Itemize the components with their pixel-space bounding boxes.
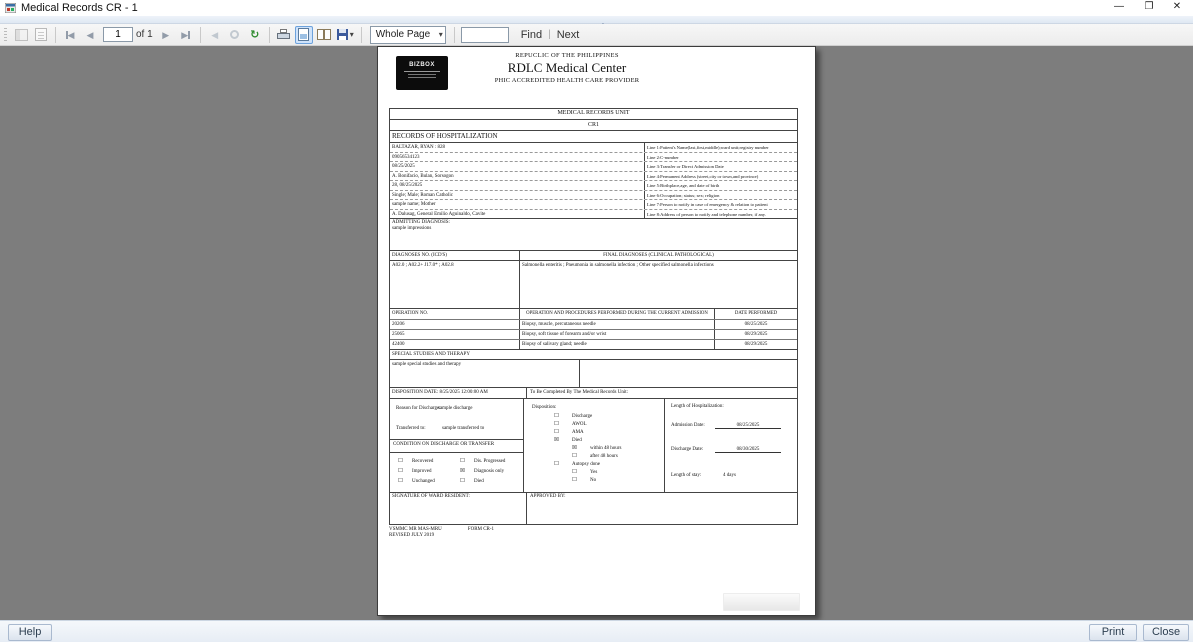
table-row — [390, 161, 797, 171]
form-footer-form: FORM CR-1 — [467, 527, 495, 532]
parameters-button[interactable] — [32, 26, 50, 44]
refresh-button[interactable] — [246, 26, 264, 44]
condition-header: CONDITION ON DISCHARGE OR TRANSFER — [393, 442, 495, 447]
last-page-icon: ▶ — [181, 29, 189, 40]
patient-field-value: 28, 08/25/2025 — [390, 181, 645, 190]
chevron-down-icon: ▾ — [438, 30, 443, 39]
disposition-date-cell — [390, 388, 527, 398]
checkbox-icon[interactable]: ☐ — [572, 469, 577, 475]
report-toolbar — [0, 24, 1193, 46]
operation-procedure: Biopsy, soft tissue of forearm and/or wrist — [520, 330, 715, 339]
app-icon — [5, 3, 16, 13]
zoom-select[interactable] — [370, 26, 446, 44]
diagnoses-codes: A02.0 ; A02.2+ J17.0* ; A02.8 — [390, 261, 520, 308]
hospital-name: RDLC Medical Center — [507, 60, 627, 75]
disposition-date-value: 8/25/2025 12:00:00 AM — [439, 390, 488, 395]
checkbox-icon[interactable]: ☐ — [460, 458, 465, 464]
stop-rendering-button[interactable] — [226, 26, 244, 44]
operation-procedures-header: OPERATION AND PROCEDURES PERFORMED DURING THE CURRENT ADMISSION — [520, 309, 715, 319]
operation-no-header: OPERATION NO. — [390, 309, 520, 319]
disposition-header: Disposition: — [532, 405, 557, 410]
republic-line: REPUCLIC OF THE PHILIPPINES — [515, 52, 619, 59]
close-button[interactable]: Close — [1143, 624, 1189, 641]
patient-field-value: A. Bonifacio, Bulan, Sorsogon — [390, 172, 645, 181]
discharge-column — [390, 399, 524, 492]
restore-button[interactable]: ❐ — [1144, 1, 1154, 12]
operation-date: 08/29/2025 — [744, 332, 768, 337]
operation-no: 25065 — [390, 330, 520, 339]
disposition-option-label: Yes — [590, 470, 598, 475]
admission-date-value: 08/25/2025 — [715, 423, 781, 429]
condition-option-label: Recovered — [412, 459, 434, 464]
patient-field-value: A. Dalusag, General Emilio Aguinaldo, Cavite — [390, 210, 645, 219]
report-page — [377, 46, 816, 616]
document-map-icon — [15, 29, 28, 41]
approved-by-label: APPROVED BY: — [530, 494, 566, 499]
first-page-button[interactable] — [61, 26, 79, 44]
table-row — [390, 329, 797, 339]
date-performed-header: DATE PERFORMED — [734, 311, 778, 316]
disposition-option-label: AMA — [572, 430, 584, 435]
ward-resident-signature-label: SIGNATURE OF WARD RESIDENT: — [390, 493, 527, 524]
admitting-diagnosis-value: sample impressions — [392, 226, 432, 231]
first-page-icon: ◀ — [67, 29, 75, 40]
close-icon[interactable]: ✕ — [1172, 1, 1182, 12]
patient-field-label: Line 4:Permanent Address (street,city or town,and province) — [647, 173, 759, 179]
cr1-form — [389, 108, 798, 525]
previous-page-icon: ◀ — [86, 29, 94, 40]
help-button[interactable]: Help — [8, 624, 52, 641]
form-footer — [389, 527, 494, 539]
transferred-to-label: Transferred to: — [396, 426, 426, 431]
disposition-option-label: No — [590, 478, 597, 483]
disposition-option-label: after 48 hours — [590, 454, 618, 459]
disposition-option-label: within 48 hours — [590, 446, 622, 451]
special-studies-empty-cell — [580, 360, 797, 387]
refresh-icon: ↻ — [250, 28, 260, 41]
back-icon: ◀ — [211, 29, 219, 40]
operation-procedure: Biopsy of salivary gland; needle — [520, 340, 715, 349]
hospitalization-column — [665, 399, 797, 492]
to-be-completed-label: To Be Completed By The Medical Records Unit: — [530, 390, 629, 395]
logo-text: BIZBOX — [409, 62, 435, 68]
table-row — [390, 319, 797, 329]
table-row — [390, 171, 797, 181]
signature-row — [390, 492, 797, 524]
last-page-bar — [188, 31, 190, 39]
admitting-diagnosis-label: ADMITTING DIAGNOSIS: — [392, 220, 450, 225]
back-to-parent-button[interactable] — [206, 26, 224, 44]
patient-field-value: Single; Male; Roman Catholic — [390, 191, 645, 200]
condition-option-label: Improved — [412, 469, 432, 474]
report-header — [442, 52, 692, 84]
stop-icon — [230, 30, 239, 39]
patient-field-label: Line 7:Person to notify in case of emergency & relation to patient — [647, 202, 768, 207]
patient-field-value: sample name; Mother — [390, 200, 645, 209]
section-header: RECORDS OF HOSPITALIZATION — [392, 132, 498, 140]
find-link[interactable]: Find — [520, 28, 543, 41]
window-title-bar — [0, 0, 1193, 16]
condition-option-label: Died — [474, 479, 484, 484]
document-map-button[interactable] — [12, 26, 30, 44]
final-diagnoses-text: Salmonella enteritis ; Pneumonia in salmonella infection ; Other specified salmonella infections — [522, 263, 714, 268]
transferred-to-value: sample transferred to — [442, 426, 485, 431]
operation-no: 42400 — [390, 340, 520, 349]
special-studies-header: SPECIAL STUDIES AND THERAPY — [392, 352, 470, 357]
toolbar-separator — [200, 27, 201, 43]
condition-option-label: Diagnosis only — [474, 469, 505, 474]
checkbox-icon[interactable]: ☐ — [554, 413, 559, 419]
length-of-stay-label: Length of stay: — [671, 473, 702, 478]
checkbox-icon[interactable]: ☐ — [554, 429, 559, 435]
patient-field-value: 09056534123 — [390, 153, 645, 162]
table-row — [390, 190, 797, 200]
table-row — [390, 152, 797, 162]
zoom-value: Whole Page — [375, 29, 431, 40]
minimize-button[interactable]: — — [1114, 1, 1124, 12]
disposition-column — [524, 399, 665, 492]
table-row — [390, 339, 797, 349]
patient-field-label: Line 8:Address of person to notify and telephone number, if any. — [647, 211, 766, 217]
logo-line — [408, 74, 436, 75]
toolbar-grip — [4, 28, 7, 42]
discharge-date-label: Discharge Date: — [671, 447, 704, 452]
export-button[interactable] — [335, 26, 356, 44]
checkbox-icon[interactable]: ☒ — [572, 445, 577, 451]
section-header-row — [390, 130, 797, 142]
checkbox-icon[interactable]: ☐ — [554, 461, 559, 467]
patient-field-value: 08/25/2025 — [390, 162, 645, 171]
form-code-row — [390, 119, 797, 130]
logo-line — [404, 71, 440, 72]
disposition-option-label: AWOL — [572, 422, 587, 427]
logo-line — [408, 77, 436, 78]
operation-date: 08/29/2025 — [744, 342, 768, 347]
form-footer-revised: REVISED JULY 2019 — [389, 533, 435, 538]
patient-field-label: Line 6:Occupation; status; sex; religion — [647, 192, 720, 198]
checkbox-icon[interactable]: ☒ — [554, 437, 559, 443]
toolbar-separator — [454, 27, 455, 43]
form-footer-code: VSMMC MR MAS-MRU — [389, 527, 442, 532]
table-row — [390, 180, 797, 190]
condition-box-border — [390, 452, 523, 453]
next-page-icon: ▶ — [162, 29, 170, 40]
disposition-option-label: Discharge — [572, 414, 593, 419]
patient-field-label: Line 2:C-number — [647, 154, 679, 160]
diagnoses-body-row — [390, 260, 797, 308]
previous-page-button[interactable] — [81, 26, 99, 44]
find-input[interactable] — [461, 27, 509, 43]
diagnoses-header-row — [390, 250, 797, 260]
last-page-button[interactable] — [177, 26, 195, 44]
checkbox-icon[interactable]: ☐ — [572, 477, 577, 483]
next-link[interactable]: Next — [556, 28, 580, 41]
final-diagnoses-header: FINAL DIAGNOSES (CLINICAL PATHOLOGICAL) — [603, 253, 714, 258]
save-icon — [337, 29, 348, 40]
checkbox-icon[interactable]: ☐ — [460, 478, 465, 484]
reason-discharge-label: Reason for Discharge: — [396, 406, 441, 411]
printer-icon — [277, 29, 290, 40]
table-row — [390, 142, 797, 152]
bottom-bar — [0, 620, 1193, 642]
page-setup-button[interactable] — [315, 26, 333, 44]
operation-date: 08/25/2025 — [744, 322, 768, 327]
condition-box-border — [390, 439, 523, 440]
operation-no: 20206 — [390, 320, 520, 329]
print-layout-icon — [298, 28, 309, 41]
reason-discharge-value: sample discharge — [438, 406, 473, 411]
patient-field-label: Line 5:Birthplace,age, and date of birth — [647, 183, 720, 188]
operations-header-row — [390, 308, 797, 319]
checkbox-icon[interactable]: ☐ — [398, 458, 403, 464]
parameters-icon — [35, 28, 47, 41]
disposition-date-row — [390, 387, 797, 398]
toolbar-separator — [269, 27, 270, 43]
admitting-diagnosis-box — [390, 218, 797, 250]
table-row — [390, 199, 797, 209]
discharge-date-value: 08/30/2025 — [715, 447, 781, 453]
discharge-section — [390, 398, 797, 492]
print-button[interactable]: Print — [1089, 624, 1137, 641]
condition-option-label: Dis. Progressed — [474, 459, 506, 464]
page-setup-icon — [317, 29, 331, 40]
length-hospitalization-header: Length of Hospitalization: — [671, 404, 724, 409]
page-number-input[interactable] — [103, 27, 133, 42]
find-next-separator: | — [548, 29, 551, 40]
patient-field-label: Line 1:Patient's Name(last,first,middle);ward unit;registry number — [647, 145, 769, 150]
patient-field-label: Line 3:Transfer or Direct Admission Date — [647, 164, 724, 169]
page-total-label: of 1 — [136, 29, 153, 40]
length-of-stay-value: 4 days — [723, 473, 736, 478]
next-page-button[interactable] — [157, 26, 175, 44]
form-code: CR1 — [587, 122, 599, 128]
accreditation-line: PHIC ACCREDITED HEALTH CARE PROVIDER — [494, 77, 640, 84]
special-studies-value: sample special studies and therapy — [390, 360, 580, 387]
report-canvas[interactable] — [0, 46, 1193, 620]
disposition-option-label: Died — [572, 438, 582, 443]
table-row — [390, 209, 797, 219]
toolbar-separator — [361, 27, 362, 43]
disposition-date-label: DISPOSITION DATE: — [392, 390, 439, 395]
unit-header-row — [390, 109, 797, 119]
unit-header: MEDICAL RECORDS UNIT — [557, 110, 630, 116]
checkbox-icon[interactable]: ☒ — [460, 468, 465, 474]
chevron-down-icon: ▾ — [349, 30, 354, 39]
operation-procedure: Biopsy, muscle, percutaneous needle — [520, 320, 715, 329]
admission-date-label: Admission Date: — [671, 423, 705, 428]
condition-option-label: Unchanged — [412, 479, 435, 484]
checkbox-icon[interactable]: ☐ — [398, 478, 403, 484]
patient-field-value: BALTAZAR, RYAN : 828 — [390, 143, 645, 152]
print-button-toolbar[interactable] — [275, 26, 293, 44]
checkbox-icon[interactable]: ☐ — [572, 453, 577, 459]
window-title: Medical Records CR - 1 — [21, 2, 138, 14]
checkbox-icon[interactable]: ☐ — [554, 421, 559, 427]
disposition-option-label: Autopsy done — [572, 462, 600, 467]
report-viewer-header — [0, 16, 1193, 24]
disabled-button — [723, 593, 800, 611]
print-layout-button[interactable] — [295, 26, 313, 44]
diagnoses-codes-header: DIAGNOSES NO. (ICD'S) — [390, 251, 520, 260]
hospital-logo — [396, 56, 448, 90]
toolbar-separator — [55, 27, 56, 43]
checkbox-icon[interactable]: ☐ — [398, 468, 403, 474]
special-studies-header-row — [390, 349, 797, 359]
special-studies-body-row — [390, 359, 797, 387]
